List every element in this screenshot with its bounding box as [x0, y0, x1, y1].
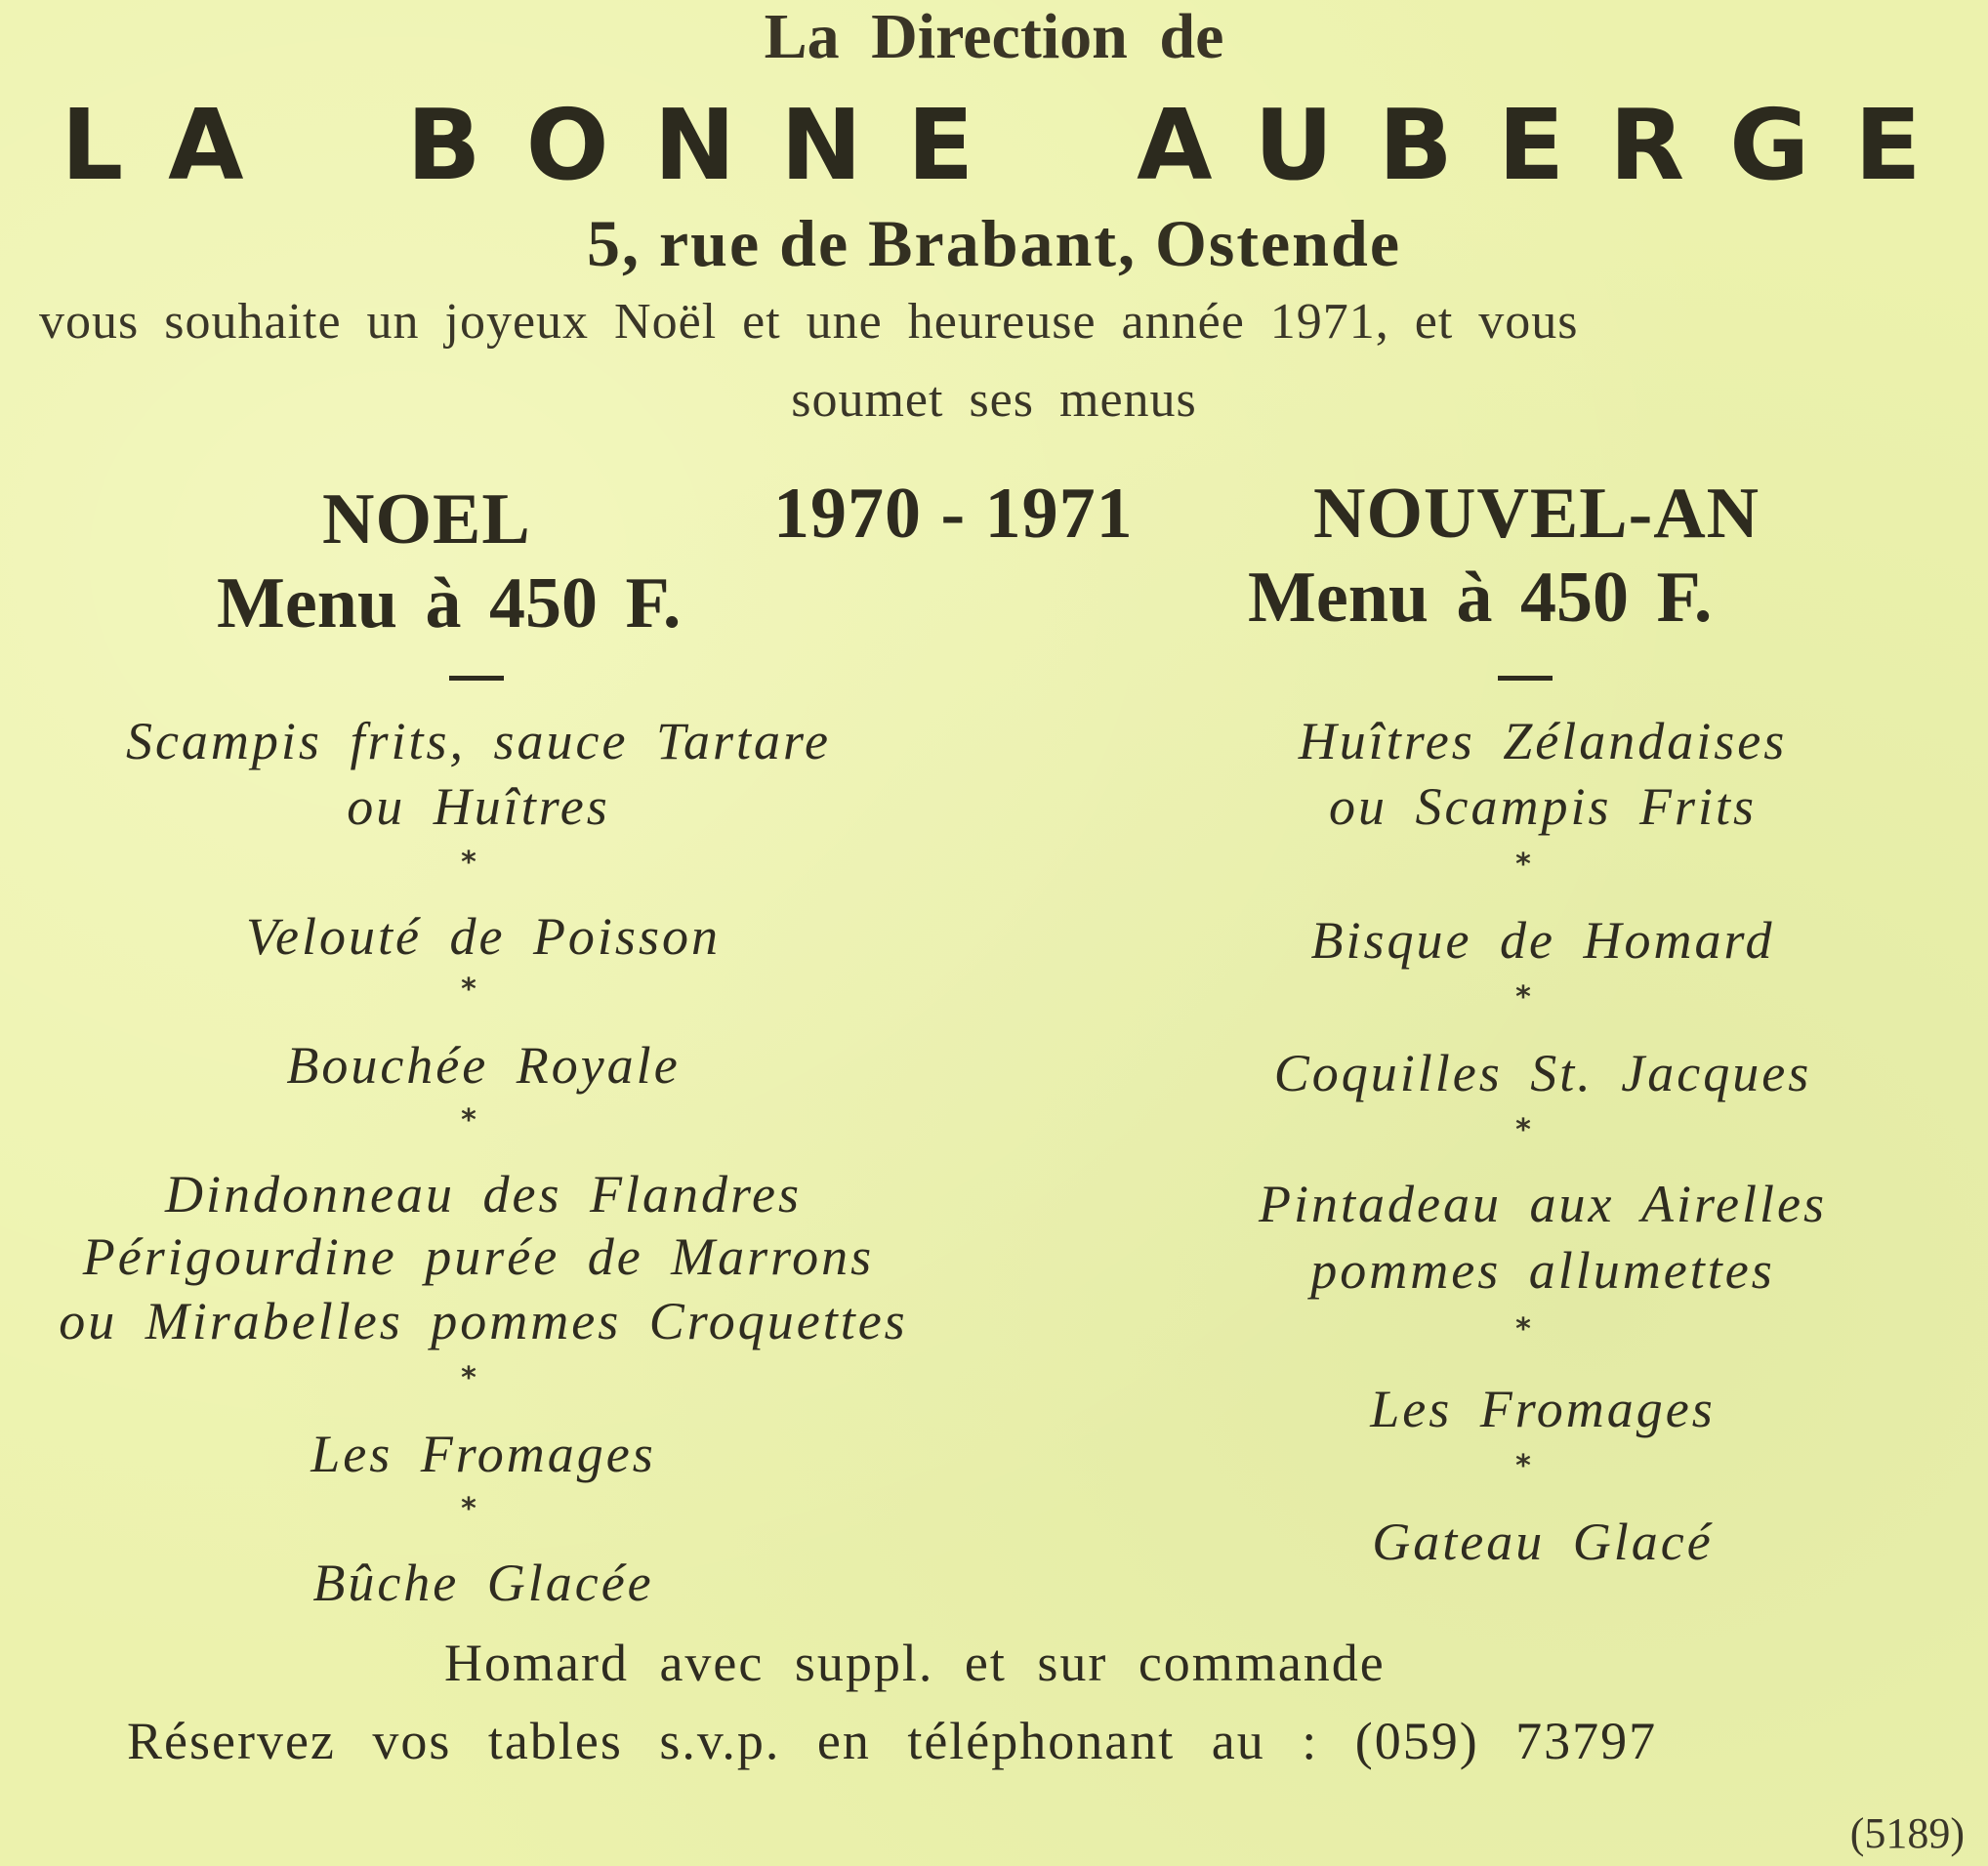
nouvel-an-divider	[1498, 676, 1553, 681]
nouvel-an-separator: *	[1515, 1312, 1531, 1347]
noel-separator: *	[461, 1492, 476, 1526]
noel-title: NOEL	[322, 479, 531, 560]
greeting-line-2: soumet ses menus	[791, 372, 1197, 428]
reference-number: (5189)	[1849, 1809, 1965, 1857]
noel-separator: *	[461, 1361, 476, 1395]
nouvel-an-course-main: Pintadeau aux Airelles	[1259, 1175, 1827, 1233]
noel-course-dessert: Bûche Glacée	[312, 1554, 654, 1612]
noel-divider	[449, 676, 504, 681]
nouvel-an-course-starter-alt: ou Scampis Frits	[1328, 777, 1757, 836]
noel-course-main-garnish: Périgourdine purée de Marrons	[82, 1227, 875, 1286]
noel-course-soup: Velouté de Poisson	[246, 907, 721, 966]
noel-course-cheese: Les Fromages	[311, 1425, 656, 1483]
nouvel-an-course-dessert: Gateau Glacé	[1372, 1513, 1714, 1571]
noel-separator: *	[461, 973, 476, 1007]
noel-course-entree: Bouchée Royale	[286, 1036, 681, 1095]
nouvel-an-course-entree: Coquilles St. Jacques	[1273, 1044, 1812, 1102]
nouvel-an-price: Menu à 450 F.	[1248, 558, 1713, 638]
restaurant-name: LA BONNE AUBERGE	[61, 88, 1967, 202]
season-years: 1970 - 1971	[773, 474, 1134, 554]
lobster-note: Homard avec suppl. et sur commande	[444, 1634, 1386, 1692]
noel-price: Menu à 450 F.	[217, 563, 682, 643]
direction-line: La Direction de	[764, 1, 1224, 72]
nouvel-an-course-main-garnish: pommes allumettes	[1310, 1241, 1775, 1300]
greeting-line-1: vous souhaite un joyeux Noël et une heureuse année 1971, et vous	[39, 294, 1579, 350]
nouvel-an-course-cheese: Les Fromages	[1370, 1380, 1716, 1438]
nouvel-an-separator: *	[1515, 1113, 1531, 1147]
nouvel-an-separator: *	[1515, 1449, 1531, 1483]
noel-course-main: Dindonneau des Flandres	[165, 1165, 802, 1223]
nouvel-an-course-soup: Bisque de Homard	[1310, 911, 1775, 970]
nouvel-an-course-starter: Huîtres Zélandaises	[1298, 712, 1788, 770]
noel-course-main-alt: ou Mirabelles pommes Croquettes	[59, 1292, 908, 1350]
noel-separator: *	[461, 846, 476, 880]
nouvel-an-separator: *	[1515, 980, 1531, 1015]
noel-separator: *	[461, 1103, 476, 1138]
nouvel-an-title: NOUVEL-AN	[1313, 474, 1760, 554]
noel-course-starter-alt: ou Huîtres	[347, 777, 610, 836]
restaurant-address: 5, rue de Brabant, Ostende	[587, 206, 1401, 280]
nouvel-an-separator: *	[1515, 848, 1531, 882]
reservation-note: Réservez vos tables s.v.p. en téléphonant au : (059) 73797	[127, 1712, 1658, 1770]
noel-course-starter: Scampis frits, sauce Tartare	[125, 712, 832, 770]
